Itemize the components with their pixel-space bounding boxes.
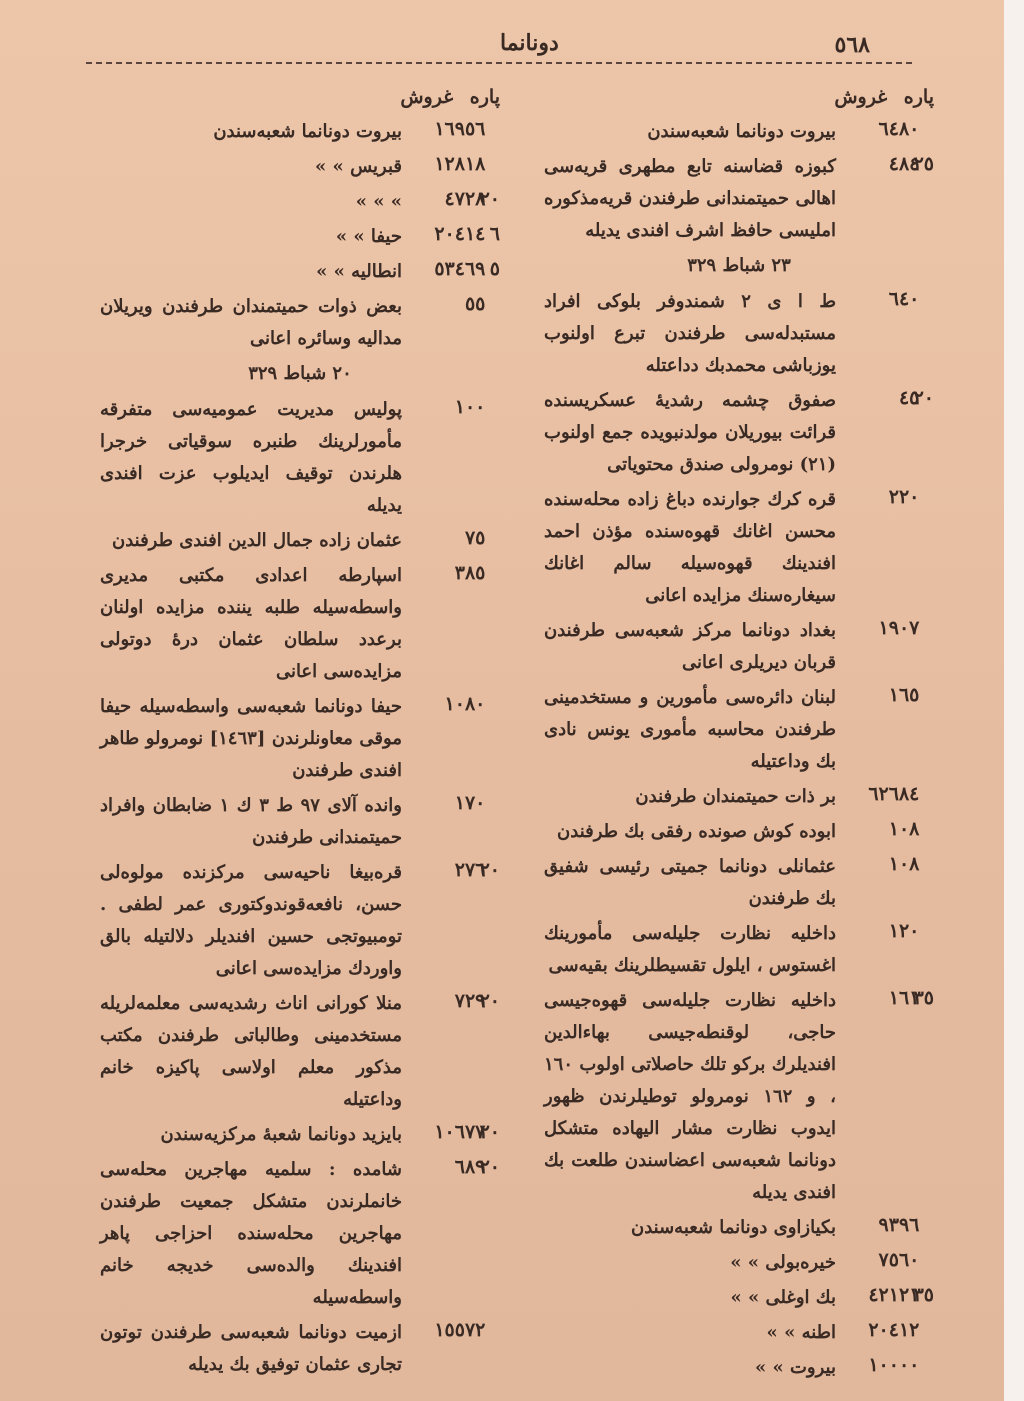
ledger-entry: [100, 151, 500, 183]
kurus-amount: ٤٧٢٨: [444, 188, 486, 210]
entry-text: قره‌بیغا ناحیه‌سی مرکزنده مولوه‌لی حسن، نافعه‌قوندوکتوری عمر لطفی . تومبیوتجی حسین افندیلر دلالتیله بالق واوردك مزایده‌سی اعانی: [100, 862, 402, 979]
entry-text: کبوزه قضاسنه تابع مطهری قریه‌سی اهالی حمیتمندانی طرفندن قریه‌مذکوره املیسی حافظ اشرف افندی یدیله: [544, 156, 836, 241]
kurus-amount: ٤٥: [898, 387, 920, 409]
kurus-amount: ١٠٠: [454, 396, 486, 418]
entry-text: بك اوغلی » »: [730, 1287, 836, 1308]
ledger-entry: [544, 484, 934, 612]
entry-text: پولیس مدیریت عمومیه‌سی متفرقه مأمورلرینك طنبره سوقیاتی خرجرا هلرندن توقیف ایدیلوب عزت افندی یدیله: [100, 399, 402, 516]
amount-cell: [402, 394, 500, 418]
entry-text: بر ذات حمیتمندان طرفندن: [635, 786, 836, 807]
para-amount: ٢٠: [479, 859, 500, 881]
entry-text: صفوق چشمه رشدیهٔ عسکریسنده قرائت بیوریلان مولدنبویده جمع اولنوب (٢١) نومرولی صندق محتویاتی: [544, 390, 836, 475]
ledger-entry: [544, 151, 934, 247]
kurus-amount: ١٠٠٠٠: [868, 1354, 920, 1376]
ledger-entry: [100, 790, 500, 854]
para-amount: ٦: [489, 223, 500, 245]
amount-cell: [402, 221, 500, 245]
kurus-amount: ٢٧٦: [454, 859, 486, 881]
amount-cell: [836, 1352, 934, 1376]
header-rule: [86, 62, 912, 64]
entry-text: منلا کورانی اناث رشدیه‌سی معلمه‌لریله مستخدمینی وطالباتی طرفندن مکتب مذکور معلم اولاسی پاکیزه خانم وداعتیله: [100, 993, 402, 1110]
entry-text: داخلیه نظارت جلیله‌سی قهوه‌جیسی حاجی، لوقنطه‌جیسی بهاءالدین افندیلرك برکو تلك حاصلاتی اولوب ١٦٠ ، و ١٦٢ نومرولو توطیلرندن ظهور ایدوب نظارت مشار الیهاده متشکل دونانما شعبه‌سی اعضاسندن طلعت بك افندی یدیله: [544, 990, 836, 1203]
column-header: [100, 86, 500, 108]
ledger-entry: [100, 560, 500, 688]
para-amount: ٢٠: [479, 1156, 500, 1178]
entry-text: حیفا » »: [335, 226, 402, 247]
running-title: دونانما: [500, 30, 559, 56]
page-edge: [1004, 0, 1024, 1401]
amount-cell: [836, 615, 934, 639]
amount-cell: [836, 1317, 934, 1341]
amount-cell: [836, 1247, 934, 1271]
entry-text: بایزید دونانما شعبهٔ مرکزیه‌سندن: [160, 1124, 402, 1145]
kurus-amount: ٦٤٠: [888, 288, 920, 310]
kurus-amount: ٢٠٤١٢: [868, 1319, 920, 1341]
amount-cell: [402, 116, 500, 140]
entry-text: ازمیت دونانما شعبه‌سی طرفندن توتون تجاری عثمان توفیق بك یدیله: [100, 1322, 402, 1375]
date-line: ٢٣ شباط ٣٢٩: [687, 255, 791, 276]
kurus-amount: ٢٠٤١٤: [434, 223, 486, 245]
ledger-entry: [100, 988, 500, 1116]
amount-cell: [836, 151, 934, 175]
amount-cell: [402, 291, 500, 315]
kurus-heading: غروش: [400, 86, 454, 108]
ledger-entry: [100, 116, 500, 148]
ledger-entry: [100, 1317, 500, 1381]
entry-text: عثمانلی دونانما جمیتی رئیسی شفیق بك طرفندن: [544, 856, 836, 909]
para-amount: ٢٠: [479, 990, 500, 1012]
left-column: [100, 86, 500, 1384]
entry-text: وانده آلای ٩٧ ط ٣ ك ١ ضابطان وافراد حمیتمندانی طرفندن: [100, 795, 402, 848]
amount-cell: [402, 1154, 500, 1178]
entry-text: اسپارطه اعدادی مکتبی مدیری واسطه‌سیله طلبه یننده مزایده اولنان برعدد سلطان عثمان درهٔ دوتولی مزایده‌سی اعانی: [100, 565, 402, 682]
ledger-entry: [544, 851, 934, 915]
kurus-amount: ٣٨٥: [454, 562, 486, 584]
kurus-amount: ٤٢١٢١: [868, 1284, 920, 1306]
para-amount: ٣٥: [913, 987, 934, 1009]
ledger-entry: [544, 1352, 934, 1384]
kurus-amount: ٦٢٦٨٤: [868, 783, 920, 805]
amount-cell: [836, 484, 934, 508]
amount-cell: [836, 116, 934, 140]
page-number: ٥٦٨: [834, 32, 870, 58]
kurus-amount: ١٦٩٥٦: [434, 118, 486, 140]
kurus-amount: ١٩٠٧: [878, 617, 920, 639]
ledger-entry: [544, 816, 934, 848]
entry-text: ط ا ی ٢ شمندوفر بلوکی افراد مستبدله‌سی طرفندن تبرع اولنوب یوزباشی محمدبك دداعتله: [544, 291, 836, 376]
amount-cell: [402, 691, 500, 715]
amount-cell: [402, 186, 500, 210]
ledger-entry: [100, 691, 500, 787]
entry-text: داخلیه نظارت جلیله‌سی مأمورینك اغستوس ، ایلول تقسیطلرینك بقیه‌سی: [544, 923, 836, 976]
para-heading: پاره: [903, 86, 934, 108]
entry-text: قبریس » »: [315, 156, 402, 177]
para-amount: ٢٠: [913, 387, 934, 409]
ledger-entry: [544, 385, 934, 481]
para-amount: ٥: [489, 258, 500, 280]
kurus-amount: ١٧٠: [454, 792, 486, 814]
entry-text: قره کرك جوارنده دباغ زاده محله‌سنده محسن اغانك قهوه‌سنده مؤذن احمد افندینك قهوه‌سیله سالم اغانك سیغاره‌سنك مزایده اعانی: [544, 489, 836, 606]
kurus-amount: ٥٣٤٦٩: [434, 258, 486, 280]
entry-text: » » »: [355, 191, 402, 212]
kurus-amount: ١٦١: [888, 987, 920, 1009]
para-amount: ٣٥: [913, 1284, 934, 1306]
entry-text: بکیازاوی دونانما شعبه‌سندن: [630, 1217, 836, 1238]
kurus-amount: ٦٤٨٠: [878, 118, 920, 140]
kurus-amount: ٦٨٩: [454, 1156, 486, 1178]
kurus-amount: ١٢٠: [888, 920, 920, 942]
kurus-heading: غروش: [834, 86, 888, 108]
kurus-amount: ٤٨٤: [888, 153, 920, 175]
kurus-amount: ٧٥: [464, 527, 486, 549]
ledger-entry: [544, 1282, 934, 1314]
amount-cell: [836, 816, 934, 840]
entry-text: ابوده کوش صونده رفقی بك طرفندن: [557, 821, 836, 842]
kurus-amount: ٩٣٩٦: [878, 1214, 920, 1236]
ledger-entry: [544, 286, 934, 382]
ledger-entry: [100, 186, 500, 218]
entry-text: بعض ذوات حمیتمندان طرفندن ویریلان مداليه وسائره اعانی: [100, 296, 402, 349]
kurus-amount: ١٥٥٧٢: [434, 1319, 486, 1341]
amount-cell: [402, 790, 500, 814]
entry-text: بغداد دونانما مرکز شعبه‌سی طرفندن قربان دیریلری اعانی: [544, 620, 836, 673]
entry-text: حیفا دونانما شعبه‌سی واسطه‌سیله حیفا موقی معاونلرندن [١٤٦٣] نومرولو طاهر افندی طرفندن: [100, 696, 402, 781]
right-column: [544, 86, 934, 1387]
amount-cell: [402, 1119, 500, 1143]
amount-cell: [402, 151, 500, 175]
amount-cell: [836, 385, 934, 409]
ledger-entry: [544, 116, 934, 148]
ledger-entry: [544, 985, 934, 1209]
entry-text: انطالیه » »: [316, 261, 402, 282]
kurus-amount: ١٢٨١٨: [434, 153, 486, 175]
ledger-entry: [544, 615, 934, 679]
entry-text: شامده : سلمیه مهاجرین محله‌سی خانملرندن متشکل جمعیت طرفندن مهاجرین محله‌سنده احزاجی پاهر افندینك والده‌سی خدیجه خانم واسطه‌سیله: [100, 1159, 402, 1308]
kurus-amount: ٧٢٩: [454, 990, 486, 1012]
kurus-amount: ١٦٥: [888, 684, 920, 706]
kurus-amount: ٧٥٦٠: [878, 1249, 920, 1271]
entry-text: خیره‌بولی » »: [730, 1252, 836, 1273]
entry-text: عثمان زاده جمال الدین افندی طرفندن: [111, 530, 402, 551]
amount-cell: [402, 857, 500, 881]
para-amount: ٢٠: [479, 188, 500, 210]
amount-cell: [836, 1212, 934, 1236]
ledger-entry: [100, 291, 500, 355]
para-amount: ٢٥: [913, 153, 934, 175]
amount-cell: [836, 985, 934, 1009]
amount-cell: [836, 781, 934, 805]
date-line: ٢٠ شباط ٣٢٩: [248, 363, 352, 384]
ledger-entry: [100, 857, 500, 985]
entry-text: بیروت دونانما شعبه‌سندن: [647, 121, 836, 142]
ledger-entry: [100, 394, 500, 522]
amount-cell: [402, 1317, 500, 1341]
ledger-entry: [100, 1119, 500, 1151]
ledger-entry: [544, 682, 934, 778]
amount-cell: [836, 1282, 934, 1306]
kurus-amount: ١٠٨٠: [444, 693, 486, 715]
kurus-amount: ١٠٨: [888, 818, 920, 840]
ledger-entry: [544, 1247, 934, 1279]
ledger-entry: [544, 1317, 934, 1349]
ledger-entry: [544, 1212, 934, 1244]
entry-text: بیروت » »: [754, 1357, 836, 1378]
amount-cell: [836, 851, 934, 875]
kurus-amount: ١٠٦٧٧: [434, 1121, 486, 1143]
ledger-entry: [100, 525, 500, 557]
column-header: [544, 86, 934, 108]
kurus-amount: ٥٥: [464, 293, 486, 315]
ledger-entry: [544, 918, 934, 982]
amount-cell: [402, 525, 500, 549]
amount-cell: [836, 918, 934, 942]
amount-cell: [402, 256, 500, 280]
amount-cell: [402, 560, 500, 584]
ledger-entry: [100, 256, 500, 288]
ledger-entry: [544, 781, 934, 813]
kurus-amount: ١٠٨: [888, 853, 920, 875]
entry-text: بیروت دونانما شعبه‌سندن: [213, 121, 402, 142]
kurus-amount: ٢٢٠: [888, 486, 920, 508]
entry-text: اطنه » »: [766, 1322, 836, 1343]
ledger-entry: [100, 221, 500, 253]
ledger-entry: [100, 1154, 500, 1314]
amount-cell: [836, 682, 934, 706]
amount-cell: [836, 286, 934, 310]
para-amount: ٢٠: [479, 1121, 500, 1143]
para-heading: پاره: [469, 86, 500, 108]
entry-text: لبنان دائره‌سی مأمورین و مستخدمینی طرفندن محاسبه مأموری یونس نادی بك وداعتیله: [544, 687, 836, 772]
amount-cell: [402, 988, 500, 1012]
